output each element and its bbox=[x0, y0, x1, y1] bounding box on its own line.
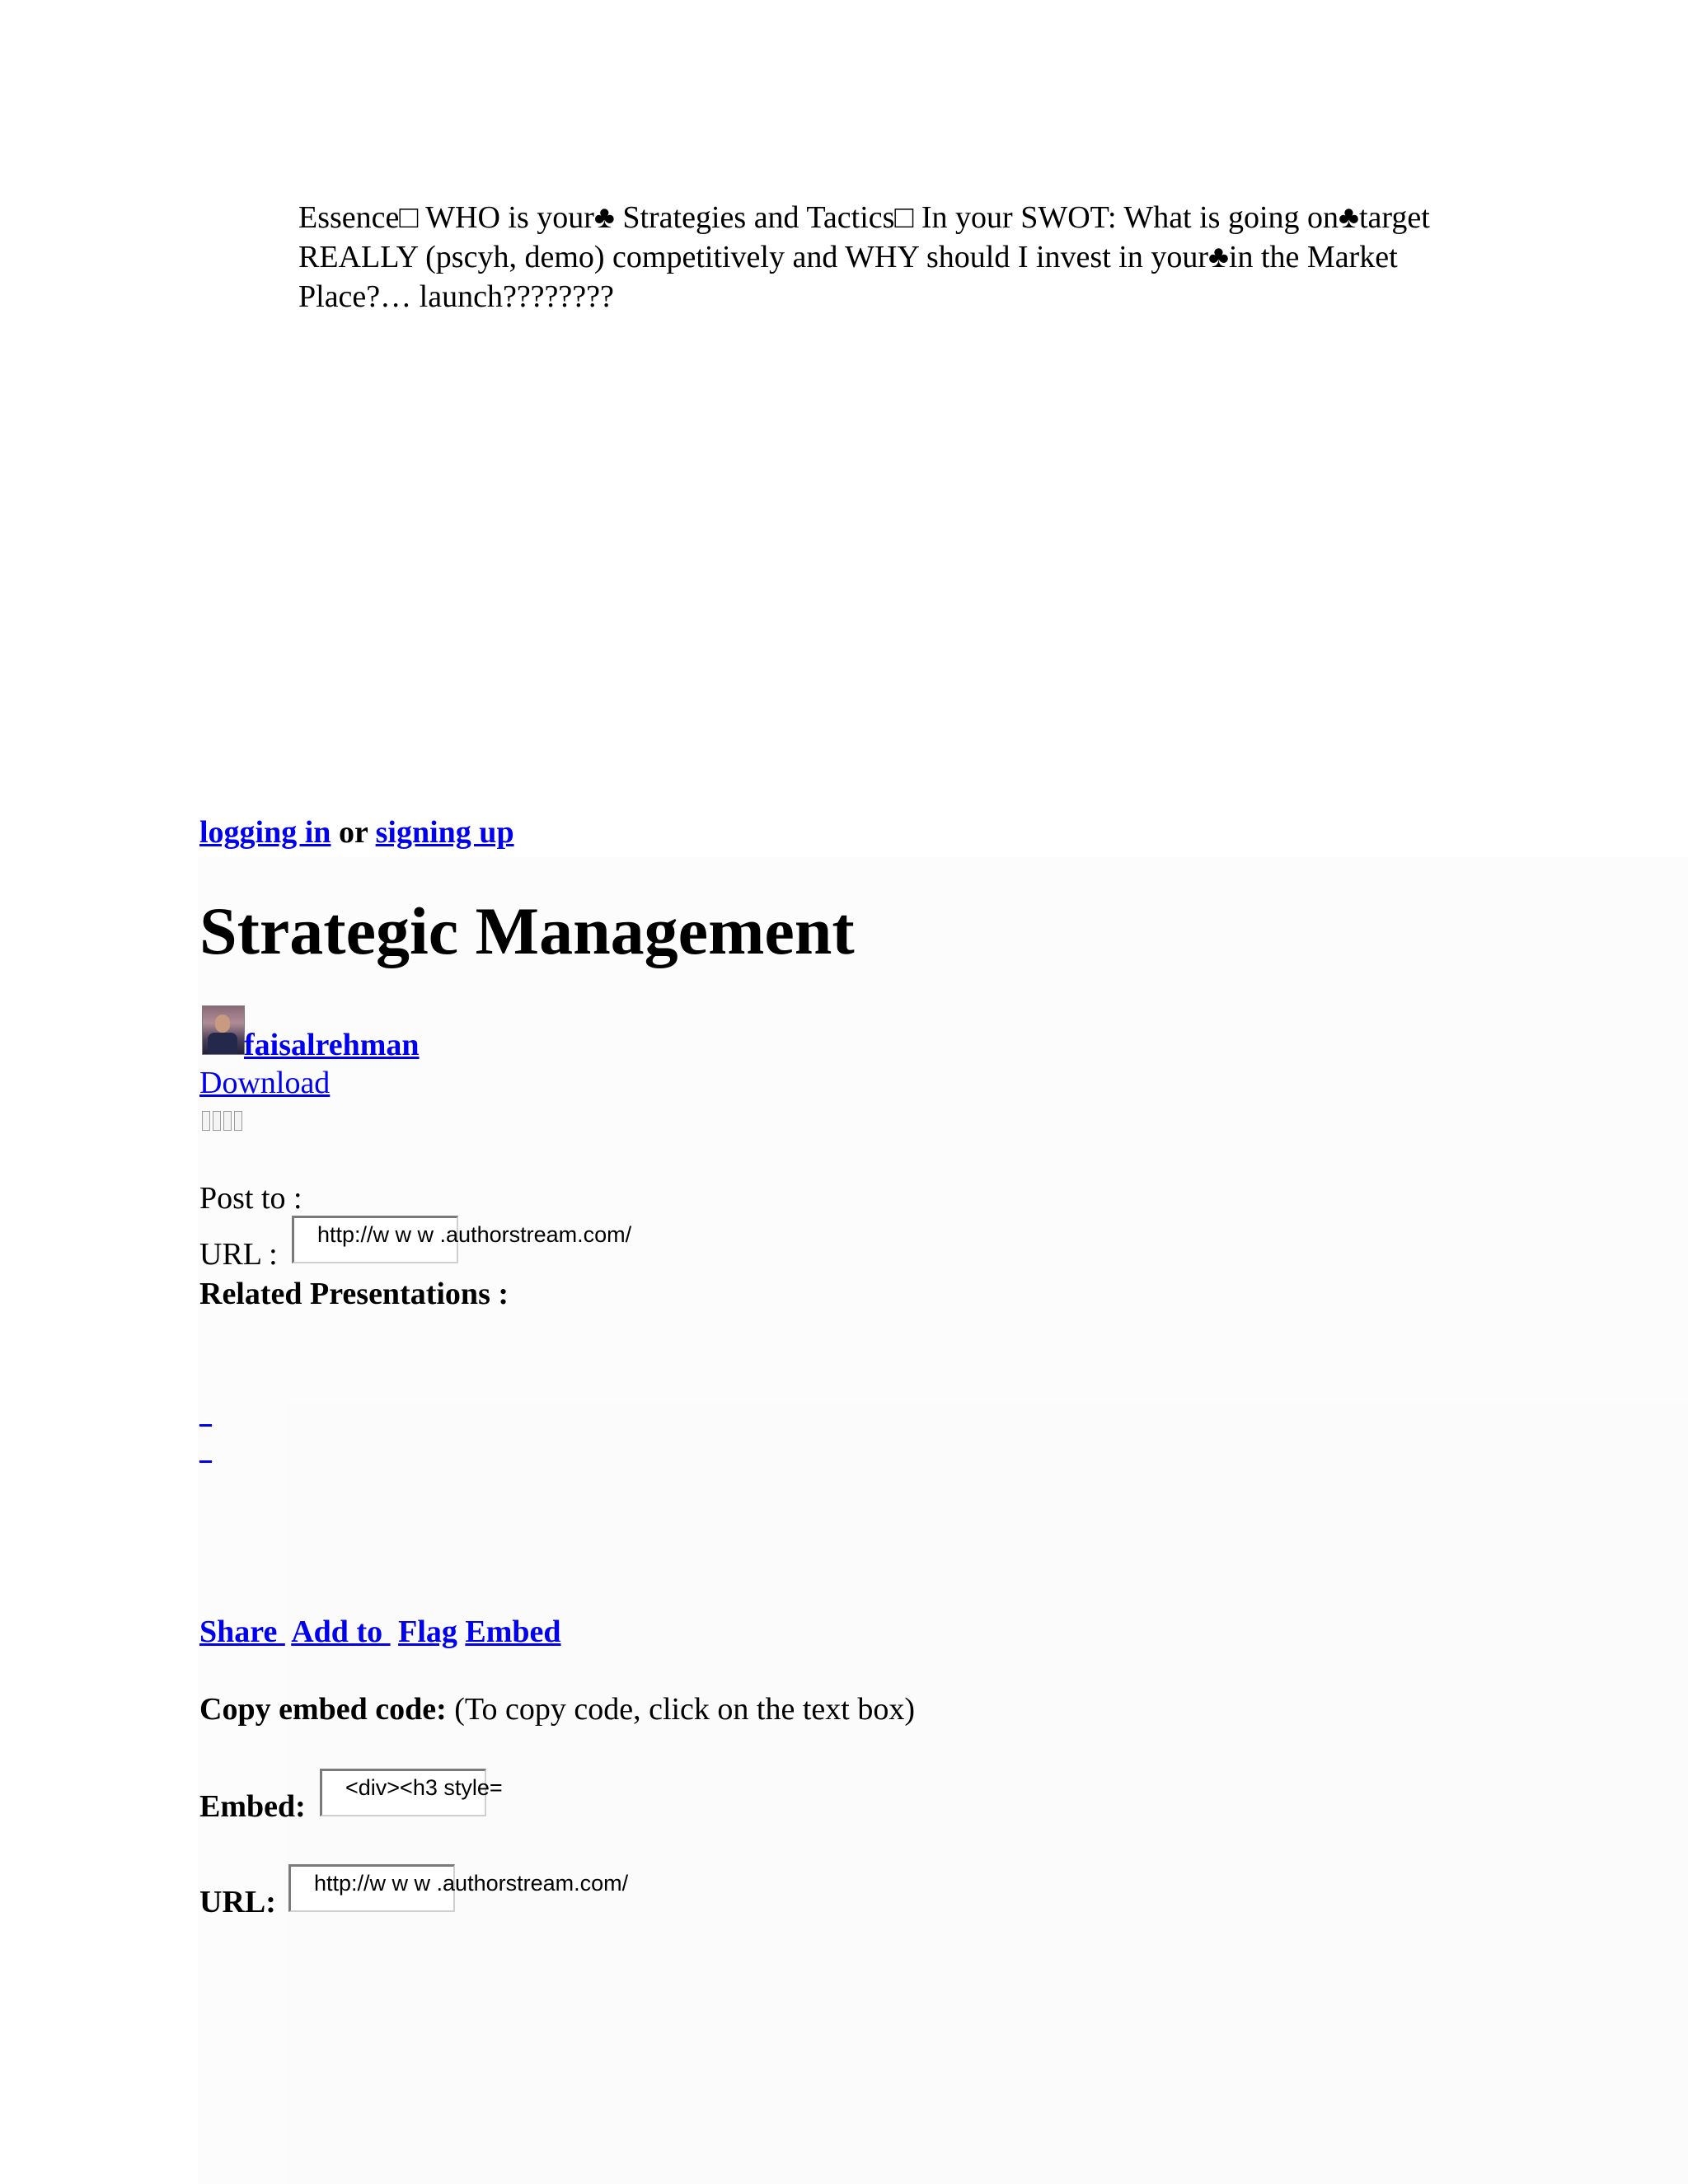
copy-embed-label: Copy embed code: bbox=[199, 1692, 447, 1727]
page-title: Strategic Management bbox=[199, 893, 855, 968]
avatar-face-shape bbox=[215, 1015, 230, 1033]
embed-url-label: URL: bbox=[199, 1885, 276, 1919]
download-link[interactable]: Download bbox=[199, 1066, 331, 1100]
related-presentation-link[interactable]: _ bbox=[199, 1437, 212, 1465]
embed-label: Embed: bbox=[199, 1789, 306, 1824]
copy-embed-instructions bbox=[199, 1691, 915, 1727]
auth-or-text: or bbox=[338, 815, 368, 850]
avatar-suit-shape bbox=[208, 1033, 237, 1054]
embed-link[interactable]: Embed bbox=[465, 1615, 561, 1649]
signup-link[interactable]: signing up bbox=[375, 815, 514, 850]
star-icon[interactable] bbox=[234, 1111, 242, 1131]
flag-link[interactable]: Flag bbox=[398, 1615, 457, 1649]
add-to-link[interactable]: Add to bbox=[291, 1615, 391, 1649]
post-to-label: Post to : bbox=[199, 1181, 302, 1216]
copy-embed-hint: (To copy code, click on the text box) bbox=[446, 1692, 915, 1727]
share-link[interactable]: Share bbox=[199, 1615, 285, 1649]
author-avatar[interactable] bbox=[202, 1005, 245, 1055]
url-input[interactable]: http://w w w .authorstream.com/ bbox=[292, 1216, 458, 1263]
intro-text: Essence□ WHO is your♣ Strategies and Tactics□ In your SWOT: What is going on♣target REALLY (pscyh, demo) competitively and WHY should I invest in your♣in the Market Place?… launch???????? bbox=[298, 200, 1430, 314]
star-icon[interactable] bbox=[213, 1111, 221, 1131]
login-link[interactable]: logging in bbox=[199, 815, 331, 850]
star-icon[interactable] bbox=[202, 1111, 210, 1131]
embed-url-input[interactable]: http://w w w .authorstream.com/ bbox=[288, 1864, 455, 1912]
author-link[interactable]: faisalrehman bbox=[244, 1028, 420, 1062]
related-presentation-link[interactable]: _ bbox=[199, 1401, 212, 1428]
action-bar bbox=[199, 1614, 561, 1650]
related-presentations-heading: Related Presentations : bbox=[199, 1277, 509, 1311]
star-icon[interactable] bbox=[223, 1111, 232, 1131]
rating-stars[interactable] bbox=[202, 1111, 242, 1131]
embed-code-input[interactable]: <div><h3 style= bbox=[320, 1769, 486, 1816]
auth-prompt bbox=[199, 814, 514, 851]
url-label: URL : bbox=[199, 1237, 278, 1272]
